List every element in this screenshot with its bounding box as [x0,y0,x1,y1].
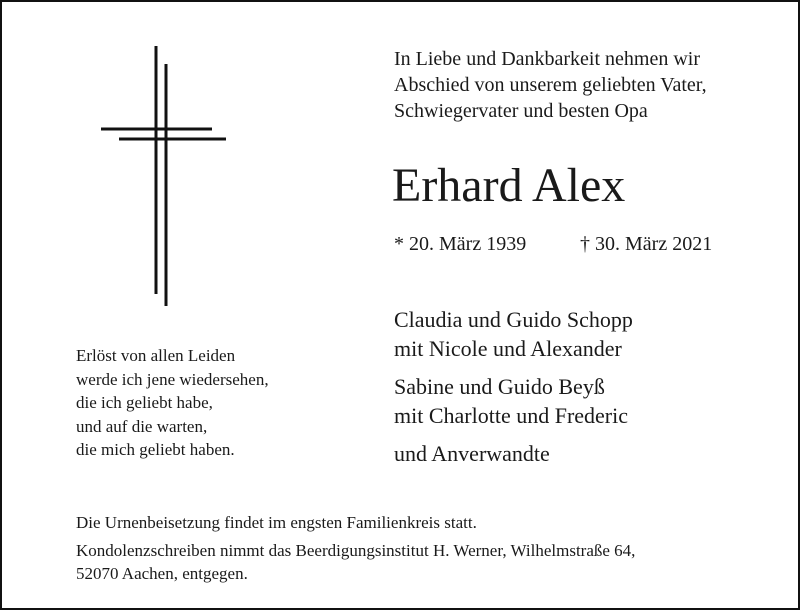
family-group-beyss: Sabine und Guido Beyß mit Charlotte und Frederic [394,374,628,428]
death-date: † 30. März 2021 [580,233,713,255]
burial-note: Die Urnenbeisetzung findet im engsten Familienkreis statt. [76,513,477,532]
condolence-note: Kondolenzschreiben nimmt das Beerdigungsinstitut H. Werner, Wilhelmstraße 64, 52070 Aachen, entgegen. [76,541,636,583]
deceased-name: Erhard Alex [392,159,626,212]
birth-date: * 20. März 1939 [394,233,527,255]
memorial-verse: Erlöst von allen Leiden werde ich jene wiedersehen, die ich geliebt habe, und auf die warten, die mich geliebt haben. [76,346,269,459]
intro-text: In Liebe und Dankbarkeit nehmen wir Abschied von unserem geliebten Vater, Schwiegervater und besten Opa [394,48,707,122]
cross-icon [2,2,262,322]
family-relatives: und Anverwandte [394,441,550,466]
family-group-schopp: Claudia und Guido Schopp mit Nicole und Alexander [394,307,633,361]
